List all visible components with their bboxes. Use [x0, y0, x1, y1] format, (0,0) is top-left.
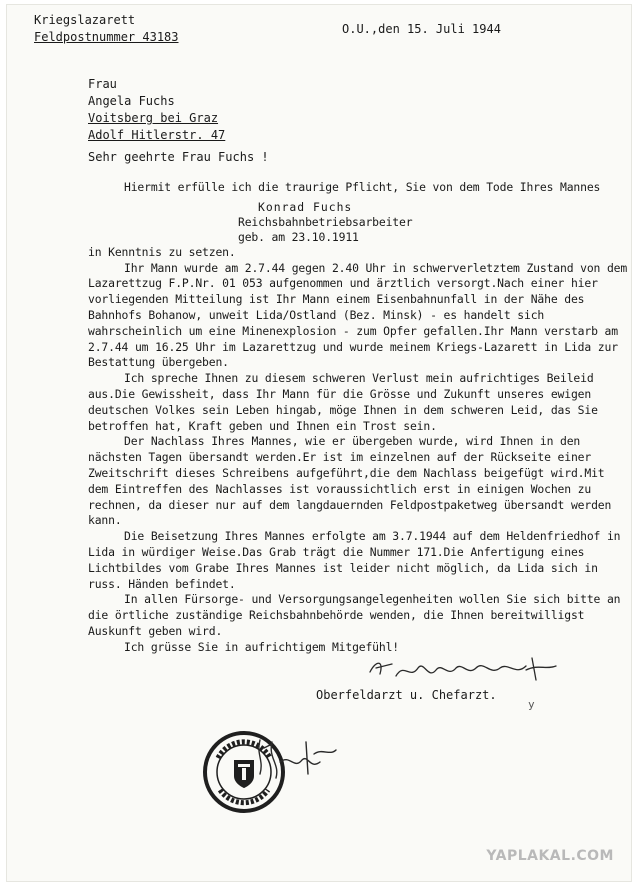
deceased-block — [88, 200, 628, 245]
recipient-line: Angela Fuchs — [88, 94, 175, 108]
closing-line: Ich grüsse Sie in aufrichtigem Mitgefühl! — [124, 639, 400, 654]
recipient-address — [88, 76, 225, 144]
paragraph: Ich spreche Ihnen zu diesem schweren Verlust mein aufrichtiges Beileid aus.Die Gewissheit, dass Ihr Mann für die Grösse und Zukunft unseres ewigen deutschen Volkes sein Leben hingab, möge Ihnen in dem schweren Leid, das Sie betroffen hat, Kraft geben und Ihnen ein Trost sein. — [88, 371, 598, 433]
sender-block — [34, 12, 179, 46]
deceased-name: Konrad Fuchs — [258, 199, 353, 214]
paragraph: In allen Fürsorge- und Versorgungsangelegenheiten wollen Sie sich bitte an die örtliche zuständige Reichsbahnbehörde wenden, die Ihnen bereitwilligst Auskunft geben wird. — [88, 592, 621, 638]
signer-mark: y — [528, 698, 535, 711]
signer-title: Oberfeldarzt u. Chefarzt. — [316, 688, 497, 702]
letter-body — [88, 180, 628, 656]
paragraph: Der Nachlass Ihres Mannes, wie er übergeben wurde, wird Ihnen in den nächsten Tagen übersandt werden.Er ist im einzelnen auf der Rückseite einer Zweitschrift dieses Schreibens aufgeführt,die dem Nachlass beigefügt wird.Mit dem Eintreffen des Nachlasses ist voraussichtlich erst in einigen Wochen zu rechnen, da dieser nur auf dem langdauernden Feldpostpaketweg übersandt werden kann. — [88, 434, 612, 528]
sender-unit: Kriegslazarett — [34, 13, 136, 27]
deceased-born: geb. am 23.10.1911 — [238, 229, 359, 244]
watermark: YAPLAKAL.COM — [486, 848, 614, 864]
paragraph: Die Beisetzung Ihres Mannes erfolgte am 3.7.1944 auf dem Heldenfriedhof in Lida in würdiger Weise.Das Grab trägt die Nummer 171.Die Anfertigung eines Lichtbildes vom Grabe Ihres Mannes ist leider nicht möglich, da Lida sich in russ. Händen befindet. — [88, 529, 621, 591]
stamp-signature — [250, 734, 340, 784]
intro-paragraph: Hiermit erfülle ich die traurige Pflicht, Sie von dem Tode Ihres Mannes — [124, 180, 601, 194]
paragraph: Ihr Mann wurde am 2.7.44 gegen 2.40 Uhr in schwerverletztem Zustand von dem Lazarettzug F.P.Nr. 01 053 aufgenommen und ärztlich versorgt.Nach einer hier vorliegenden Mitteilung ist Ihr Mann einem Eisenbahnunfall in der Nähe des Bahnhofs Bohanow, unweit Lida/Ostland (Bez. Minsk) - es handelt sich wahrscheinlich um eine Minenexplosion - zum Opfer gefallen.Ihr Mann verstarb am 2.7.44 um 16.25 Uhr im Lazarettzug und wurde meinem Kriegs-Lazarett in Lida zur Bestattung übergeben. — [88, 260, 628, 370]
recipient-line: Frau — [88, 77, 117, 91]
sender-feldpost-number: Feldpostnummer 43183 — [34, 30, 179, 44]
letter-date: O.U.,den 15. Juli 1944 — [342, 22, 501, 36]
handwritten-signature — [366, 654, 566, 686]
recipient-line: Voitsberg bei Graz — [88, 111, 219, 125]
recipient-line: Adolf Hitlerstr. 47 — [88, 128, 226, 142]
salutation: Sehr geehrte Frau Fuchs ! — [88, 150, 269, 164]
letter-page — [6, 4, 632, 882]
intro-end: in Kenntnis zu setzen. — [88, 244, 236, 259]
deceased-occupation: Reichsbahnbetriebsarbeiter — [238, 214, 413, 229]
